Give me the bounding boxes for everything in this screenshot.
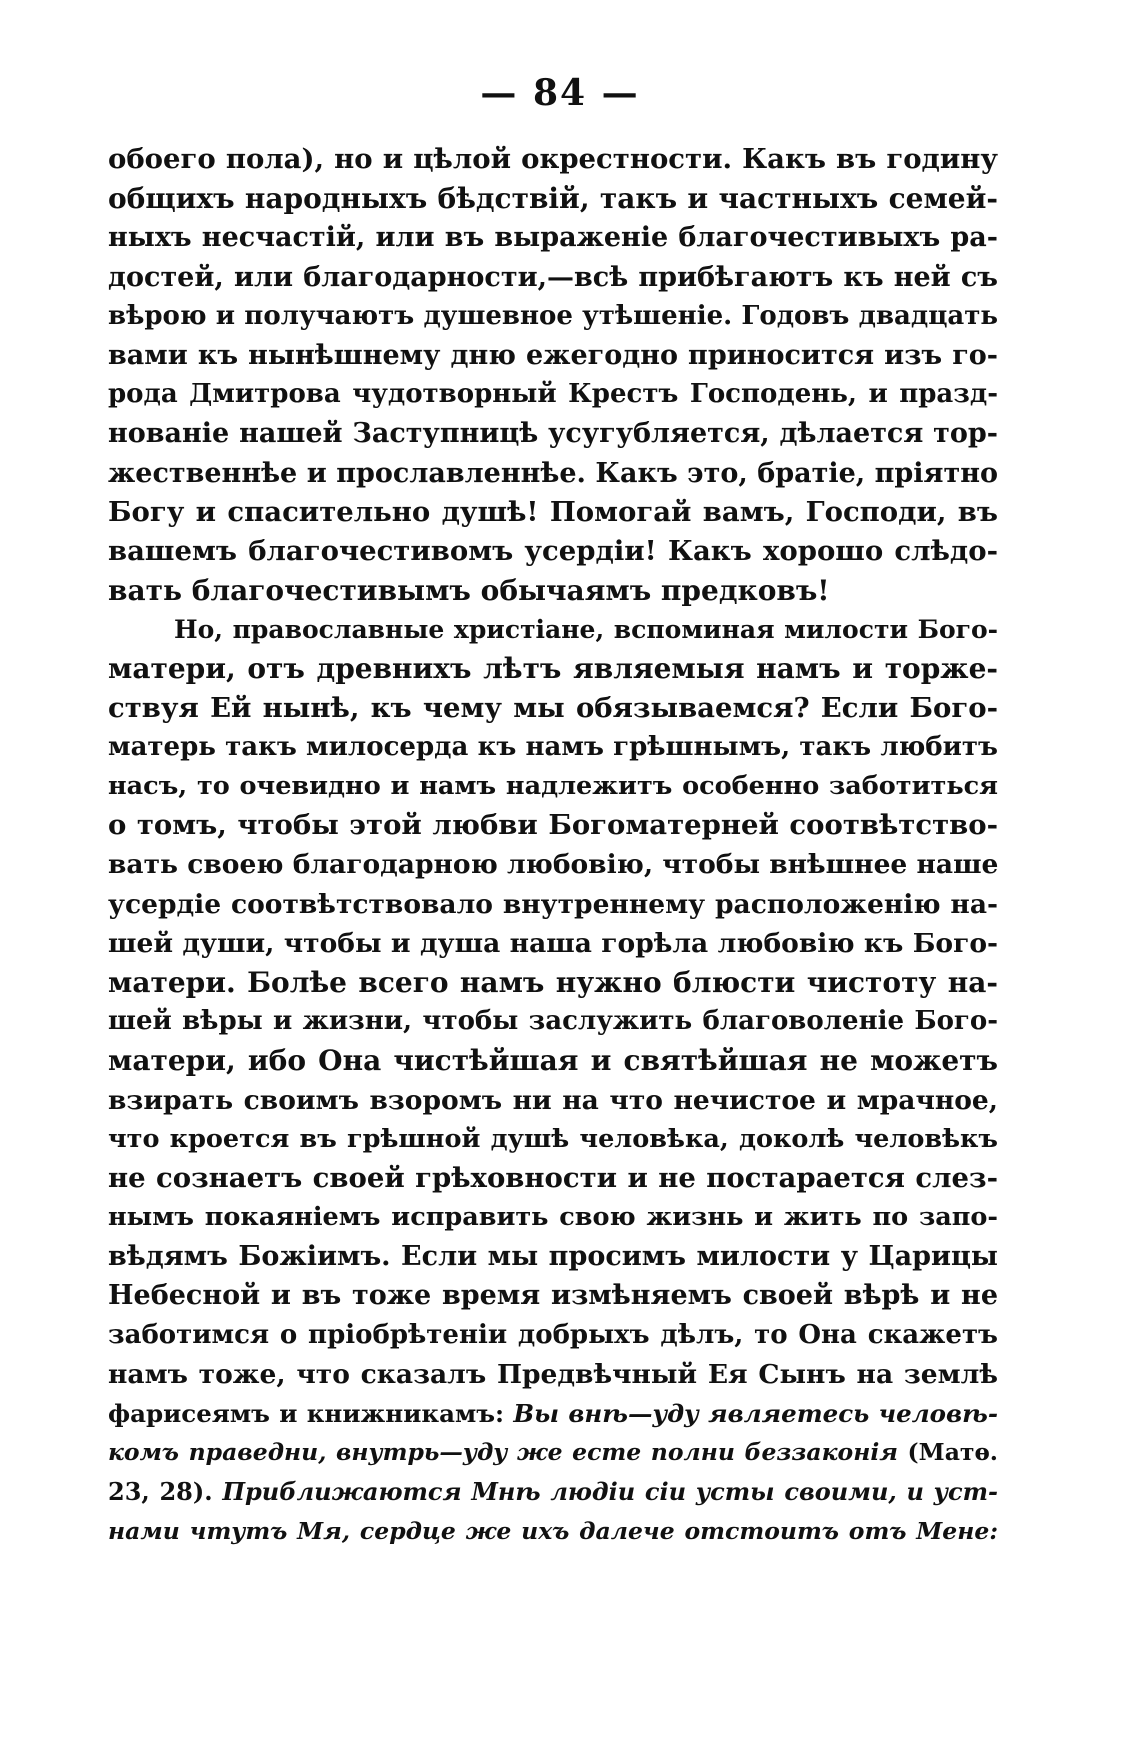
text-line: Но, православные христіане, вспоминая милости Бого-: [174, 615, 998, 645]
text-line: усердіе соотвѣтствовало внутреннему расположенію на-: [108, 888, 998, 920]
text-line: ствуя Ей нынѣ, къ чему мы обязываемся? Если Бого-: [108, 691, 998, 724]
text-line: Богу и спасительно душѣ! Помогай вамъ, Господи, въ: [108, 495, 998, 528]
text-span: фарисеямъ и книжникамъ:: [108, 1399, 514, 1428]
text-line: жественнѣе и прославленнѣе. Какъ это, братіе, пріятно: [108, 457, 998, 489]
text-line: [108, 1433, 998, 1472]
paragraph-1: [108, 140, 998, 610]
page-number: — 84 —: [480, 72, 640, 114]
text-line: [108, 1394, 998, 1433]
citation: 23, 28).: [108, 1477, 223, 1507]
text-line: матери. Болѣе всего намъ нужно блюсти чистоту на-: [108, 965, 998, 999]
text-line: матери, ибо Она чистѣйшая и святѣйшая не можетъ: [108, 1044, 998, 1078]
text-line: шей души, чтобы и душа наша горѣла любовію къ Бого-: [108, 927, 998, 959]
text-line: нованіе нашей Заступницѣ усугубляется, дѣлается тор-: [108, 418, 998, 450]
text-line: шей вѣры и жизни, чтобы заслужить благоволеніе Бого-: [108, 1006, 998, 1037]
text-line: заботимся о пріобрѣтеніи добрыхъ дѣлъ, то Она скажетъ: [108, 1319, 998, 1350]
text-line: насъ, то очевидно и намъ надлежитъ особенно заботиться: [108, 771, 998, 801]
text-line: о томъ, чтобы этой любви Богоматерней соотвѣтство-: [108, 809, 998, 842]
text-line: обоего пола), но и цѣлой окрестности. Какъ въ годину: [108, 143, 998, 175]
paragraph-2: [108, 610, 998, 1551]
text-line: вами къ нынѣшнему дню ежегодно приносится изъ го-: [108, 339, 998, 371]
text-line: намъ тоже, что сказалъ Предвѣчный Ея Сынъ на землѣ: [108, 1358, 998, 1390]
scripture-quote: нами чтутъ Мя, сердце же ихъ далече отстоитъ отъ Мене:: [108, 1516, 998, 1545]
text-line: рода Дмитрова чудотворный Крестъ Господень, и празд-: [108, 379, 998, 410]
text-line: матери, отъ древнихъ лѣтъ являемыя намъ и торже-: [108, 652, 998, 686]
citation: (Матѳ.: [898, 1438, 998, 1467]
scripture-quote: Приближаются Мнѣ людіи сіи усты своими, и уст-: [222, 1477, 998, 1507]
text-line: Небесной и въ тоже время измѣняемъ своей вѣрѣ и не: [108, 1280, 998, 1312]
text-line: ныхъ несчастій, или въ выраженіе благочестивыхъ ра-: [108, 222, 998, 254]
text-line: взирать своимъ взоромъ ни на что нечистое и мрачное,: [108, 1084, 998, 1116]
text-line: матерь такъ милосерда къ намъ грѣшнымъ, такъ любитъ: [108, 731, 998, 762]
text-line: вашемъ благочестивомъ усердіи! Какъ хорошо слѣдо-: [108, 534, 998, 567]
text-line: общихъ народныхъ бѣдствій, такъ и частныхъ семей-: [108, 182, 998, 216]
text-body: [108, 140, 998, 1551]
text-line: вать своею благодарною любовію, чтобы внѣшнее наше: [108, 849, 998, 881]
text-line: не сознаетъ своей грѣховности и не постарается слез-: [108, 1161, 998, 1194]
text-line: вать благочестивымъ обычаямъ предковъ!: [108, 574, 830, 608]
text-line: нымъ покаяніемъ исправить свою жизнь и жить по запо-: [108, 1202, 998, 1233]
text-line: [108, 1512, 998, 1551]
text-line: что кроется въ грѣшной душѣ человѣка, доколѣ человѣкъ: [108, 1123, 998, 1154]
text-line: [108, 1472, 998, 1511]
scripture-quote: Вы внѣ—уду являетесь человѣ-: [513, 1399, 998, 1428]
text-line: вѣдямъ Божіимъ. Если мы просимъ милости у Царицы: [108, 1241, 998, 1273]
scripture-quote: комъ праведни, внутрь—уду же есте полни беззаконія: [108, 1438, 898, 1467]
text-line: вѣрою и получаютъ душевное утѣшеніе. Годовъ двадцать: [108, 300, 998, 331]
text-line: достей, или благодарности,—всѣ прибѣгаютъ къ ней съ: [108, 261, 998, 293]
